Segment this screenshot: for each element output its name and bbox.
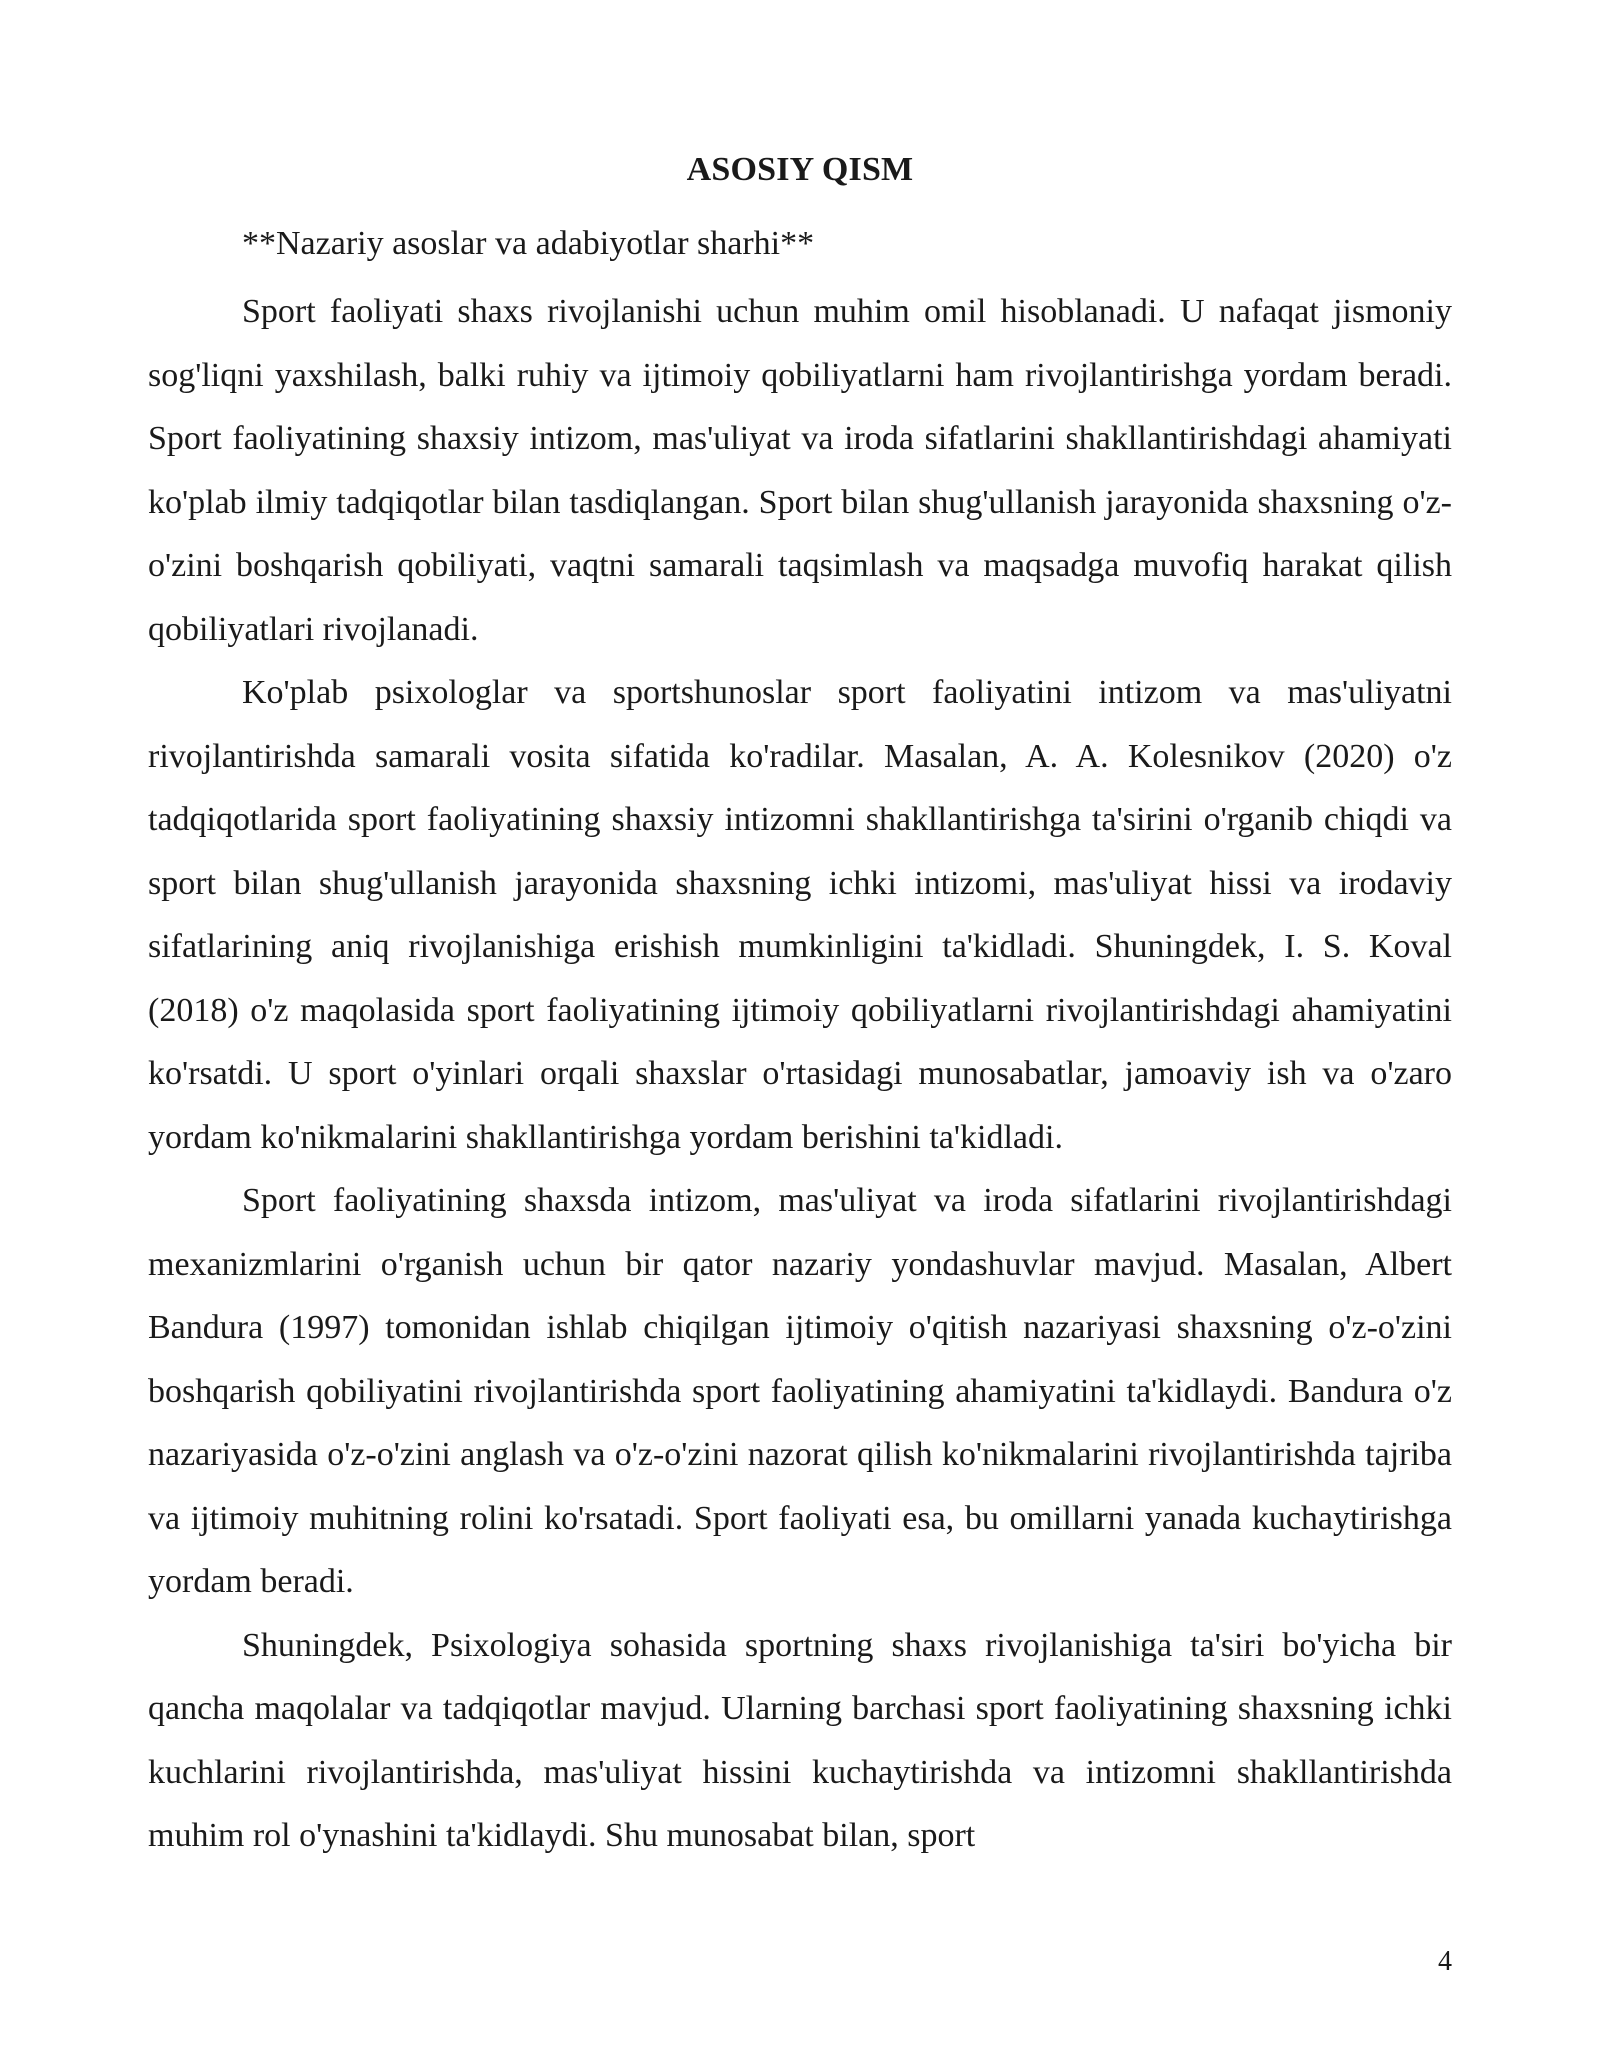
paragraph-3: Sport faoliyatining shaxsda intizom, mas'uliyat va iroda sifatlarini rivojlantirishdagi mexanizmlarini o'rganish uchun bir qator nazariy yondashuvlar mavjud. Masalan, Albert Bandura (1997) tomonidan ishlab chiqilgan ijtimoiy o'qitish nazariyasi shaxsning o'z-o'zini boshqarish qobiliyatini rivojlantirishda sport faoliyatining ahamiyatini ta'kidlaydi. Bandura o'z nazariyasida o'z-o'zini anglash va o'z-o'zini nazorat qilish ko'nikmalarini rivojlantirishda tajriba va ijtimoiy muhitning rolini ko'rsatadi. Sport faoliyati esa, bu omillarni yanada kuchaytirishga yordam beradi. [148,1182,1452,1600]
paragraph-2: Ko'plab psixologlar va sportshunoslar sport faoliyatini intizom va mas'uliyatni rivojlantirishda samarali vosita sifatida ko'radilar. Masalan, A. A. Kolesnikov (2020) o'z tadqiqotlarida sport faoliyatining shaxsiy intizomni shakllantirishga ta'sirini o'rganib chiqdi va sport bilan shug'ullanish jarayonida shaxsning ichki intizomi, mas'uliyat hissi va irodaviy sifatlarining aniq rivojlanishiga erishish mumkinligini ta'kidladi. Shuningdek, I. S. Koval (2018) o'z maqolasida sport faoliyatining ijtimoiy qobiliyatlarni rivojlantirishdagi ahamiyatini ko'rsatdi. U sport o'yinlari orqali shaxslar o'rtasidagi munosabatlar, jamoaviy ish va o'zaro yordam ko'nikmalarini shakllantirishga yordam berishini ta'kidladi. [148,674,1452,1156]
section-subheading: **Nazariy asoslar va adabiyotlar sharhi** [242,225,815,262]
paragraph-4: Shuningdek, Psixologiya sohasida sportning shaxs rivojlanishiga ta'siri bo'yicha bir qancha maqolalar va tadqiqotlar mavjud. Ularning barchasi sport faoliyatining shaxsning ichki kuchlarini rivojlantirishda, mas'uliyat hissini kuchaytirishda va intizomni shakllantirishda muhim rol o'ynashini ta'kidlaydi. Shu munosabat bilan, sport [148,1626,1452,1854]
paragraph-1: Sport faoliyati shaxs rivojlanishi uchun muhim omil hisoblanadi. U nafaqat jismoniy sog'liqni yaxshilash, balki ruhiy va ijtimoiy qobiliyatlarni ham rivojlantirishga yordam beradi. Sport faoliyatining shaxsiy intizom, mas'uliyat va iroda sifatlarini shakllantirishdagi ahamiyati ko'plab ilmiy tadqiqotlar bilan tasdiqlangan. Sport bilan shug'ullanish jarayonida shaxsning o'z-o'zini boshqarish qobiliyati, vaqtni samarali taqsimlash va maqsadga muvofiq harakat qilish qobiliyatlari rivojlanadi. [148,293,1452,648]
body-text [148,280,1452,1868]
page-number: 4 [1438,1946,1452,1977]
page-title: ASOSIY QISM [686,151,914,188]
